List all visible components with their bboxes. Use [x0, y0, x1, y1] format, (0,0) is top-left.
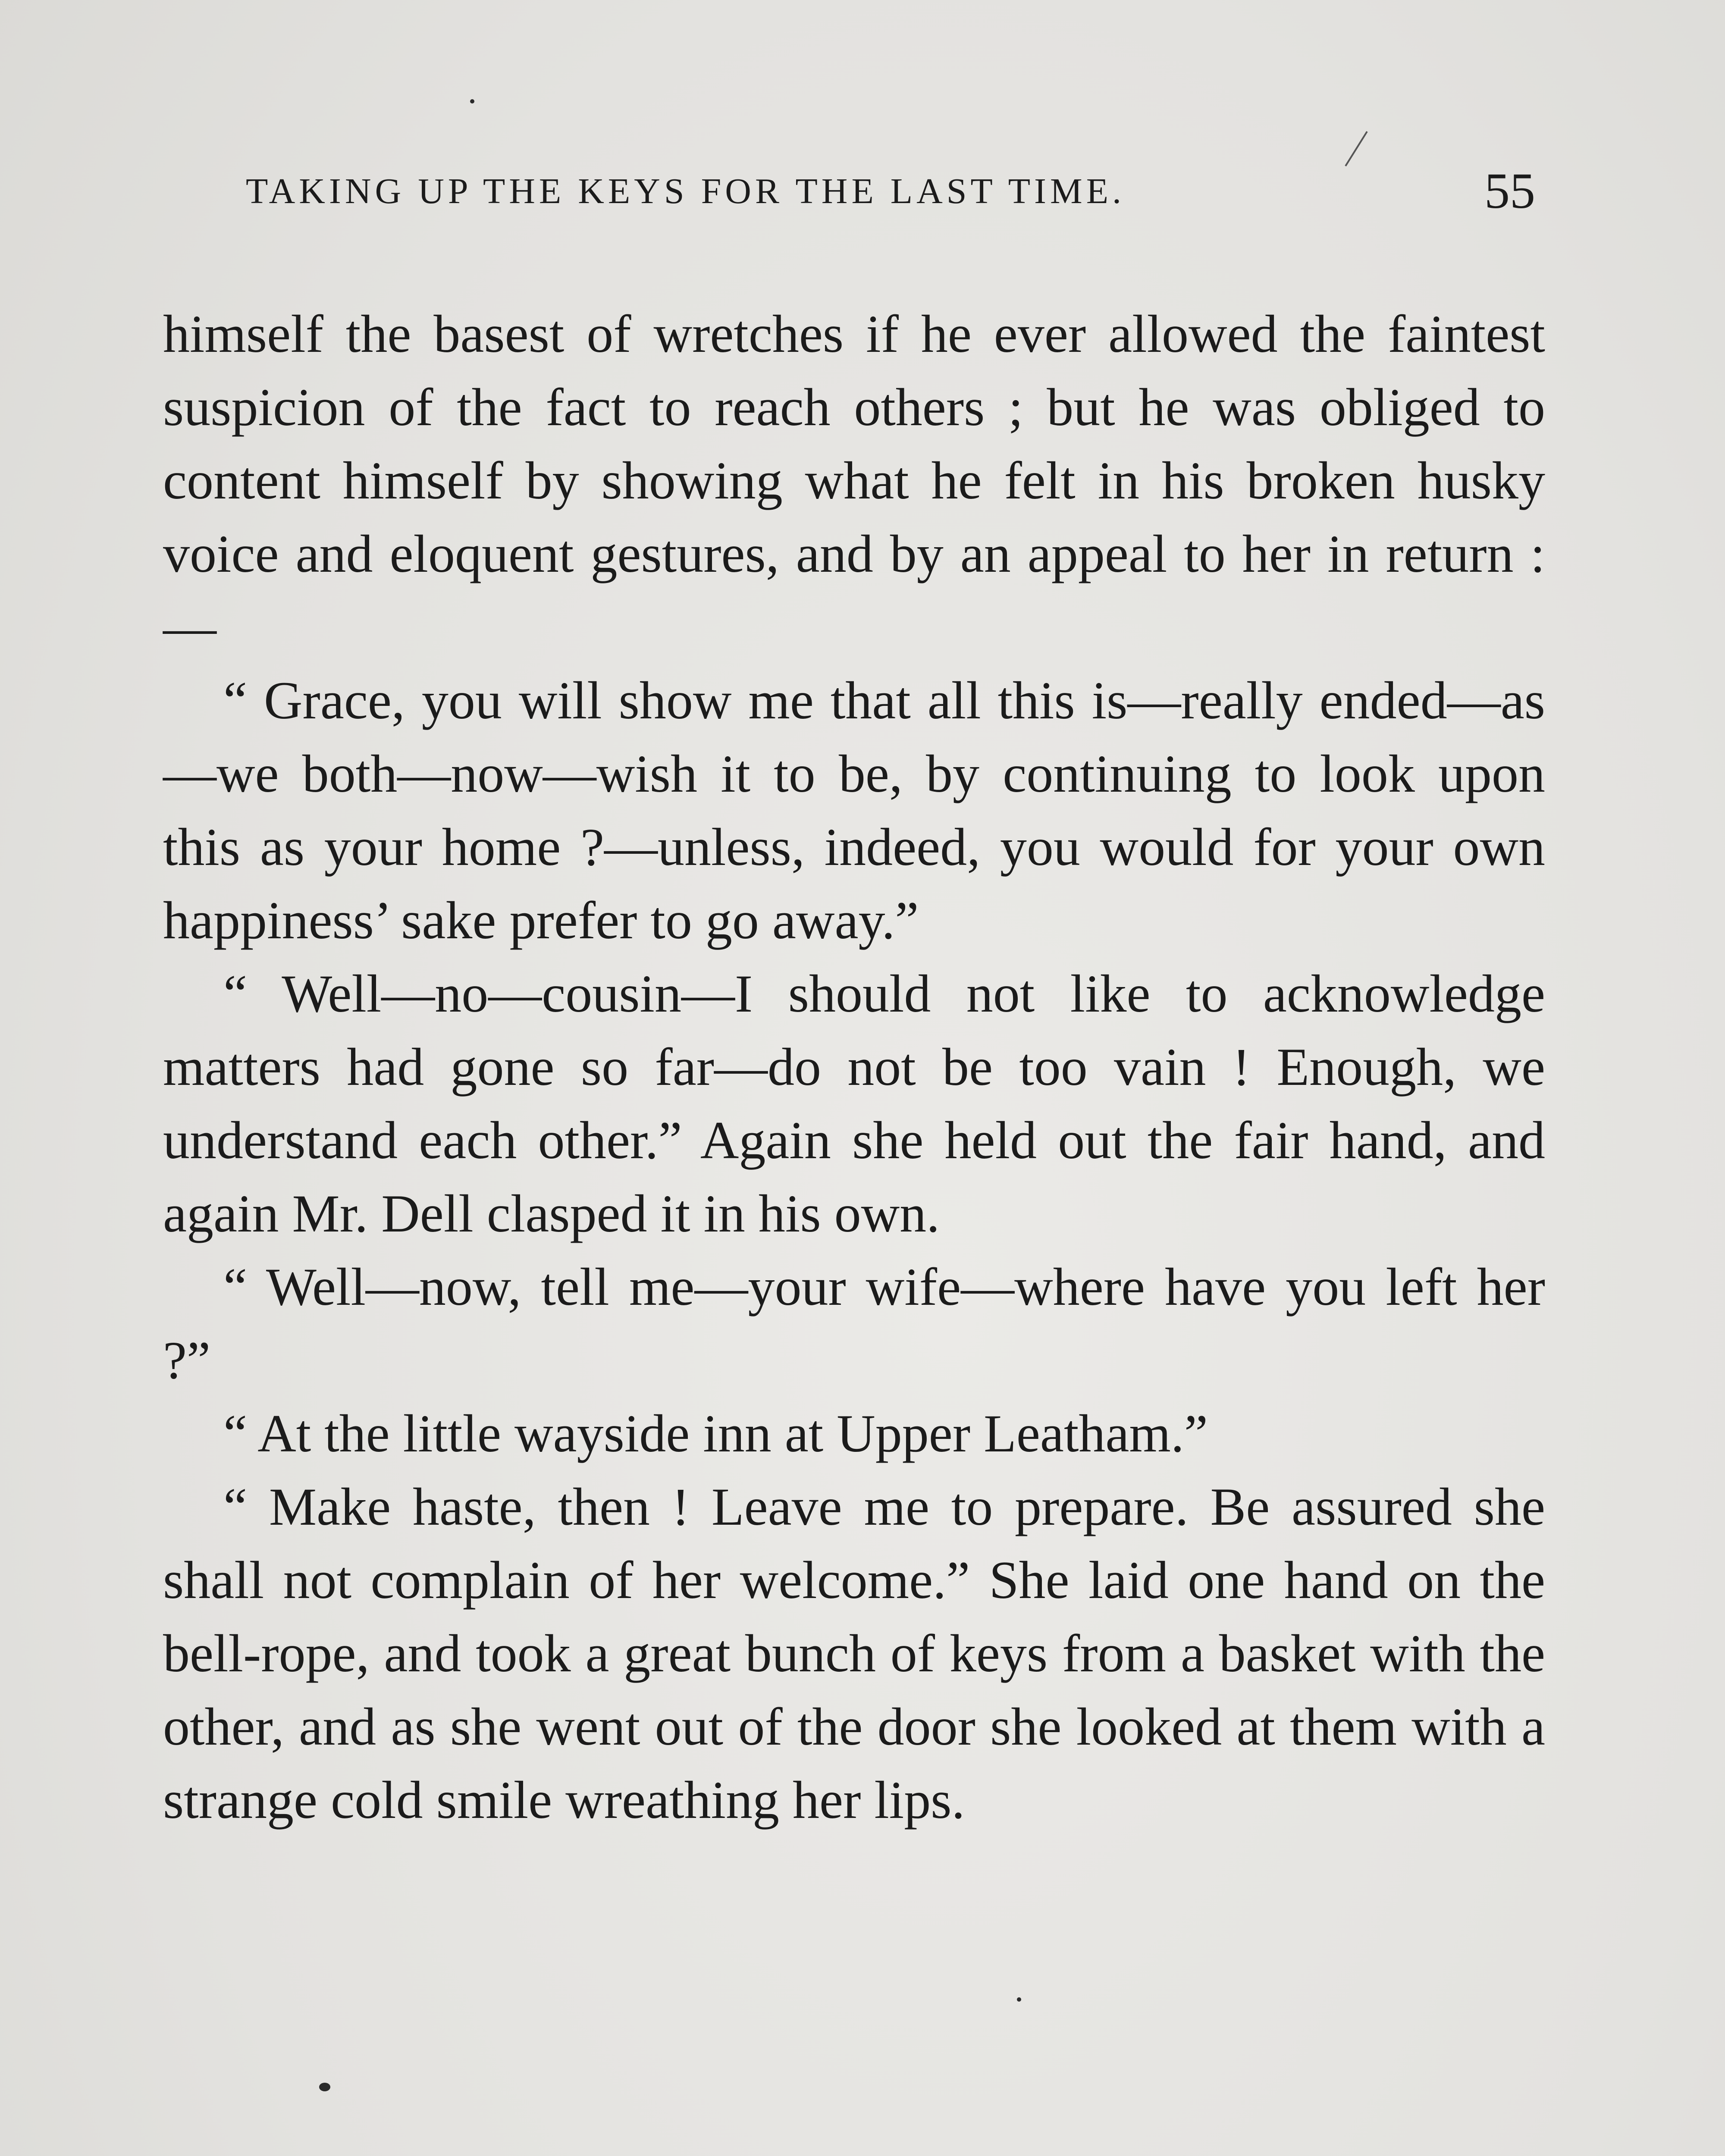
pencil-mark-icon — [1341, 129, 1371, 168]
paragraph: himself the basest of wretches if he ever allowed the faintest suspicion of the fact to reach others ; but he was obliged to content himself by showing what he felt in his broken husky voice and eloquent gestures, and by an appeal to her in return :— — [163, 304, 1545, 657]
running-head — [246, 162, 1535, 222]
ink-speck — [1017, 1997, 1021, 2002]
paragraph: “ Make haste, then ! Leave me to prepare. Be assured she shall not complain of her welcome.” She laid one hand on the bell-rope, and took a great bunch of keys from a basket with the other, and as she went out of the door she looked at them with a strange cold smile wreathing her lips. — [163, 1477, 1545, 1830]
page-number: 55 — [1484, 163, 1535, 219]
body-text — [163, 298, 1545, 1837]
ink-speck — [470, 99, 474, 103]
ink-speck — [319, 2083, 330, 2091]
paragraph: “ Grace, you will show me that all this is—really ended—as—we both—now—wish it to be, by continuing to look upon this as your home ?—unless, indeed, you would for your own happiness’ sake prefer to go away.” — [163, 671, 1545, 950]
paragraph: “ Well—no—cousin—I should not like to acknowledge matters had gone so far—do not be too vain ! Enough, we understand each other.” Again she held out the fair hand, and again Mr. Dell clasped it in his own. — [163, 964, 1545, 1243]
paragraph: “ At the little wayside inn at Upper Leatham.” — [223, 1404, 1208, 1463]
paragraph: “ Well—now, tell me—your wife—where have you left her ?” — [163, 1257, 1545, 1390]
running-title: TAKING UP THE KEYS FOR THE LAST TIME. — [246, 171, 1126, 211]
